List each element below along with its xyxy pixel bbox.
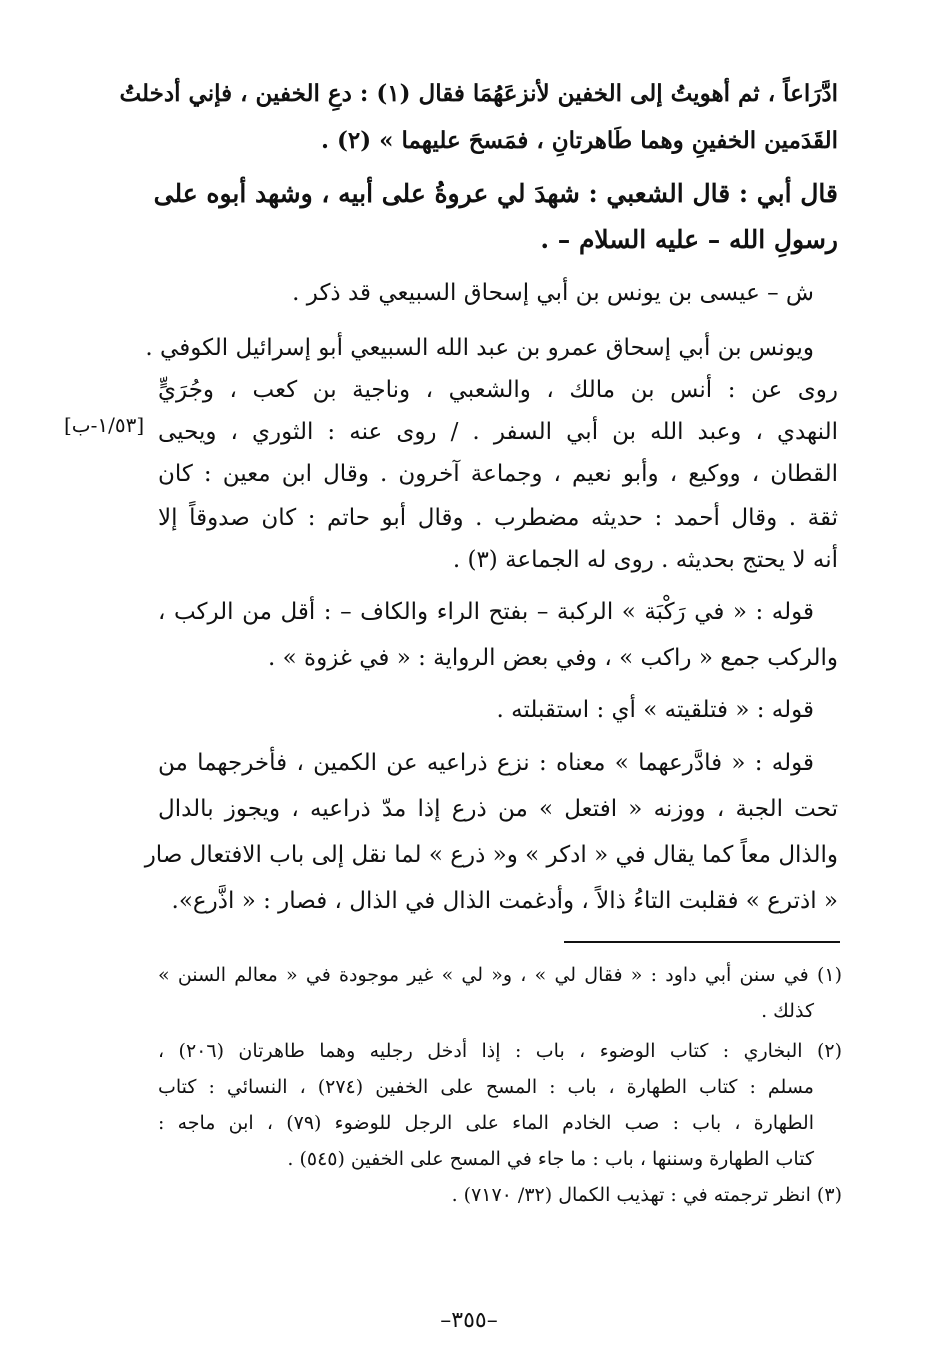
text-line-18: « اذترع » فقلبت التاءُ ذالاً ، وأدغمت الذال في الذال ، فصار : « اذَّرع».	[171, 888, 838, 914]
text-line-5: ش – عيسى بن يونس بن أبي إسحاق السبيعي قد ذكر .	[292, 280, 814, 306]
text-line-9: القطان ، ووكيع ، وأبو نعيم ، وجماعة آخرون . وقال ابن معين : كان	[158, 461, 838, 487]
footnote-line-2: كذلك .	[761, 1000, 814, 1022]
text-line-16: تحت الجبة ، ووزنه « افتعل » من ذرع إذا مدّ ذراعيه ، ويجوز بالدال	[158, 796, 838, 822]
text-line-14: قوله : « فتلقيته » أي : استقبلته .	[496, 697, 814, 723]
text-line-1: ادَّرَاعاً ، ثم أهويتُ إلى الخفين لأنزعَهُمَا فقال (١) : دعِ الخفين ، فإني أدخلتُ	[119, 80, 838, 107]
footnote-line-5: الطهارة ، باب : صب الخادم الماء على الرجل للوضوء (٧٩) ، ابن ماجه :	[158, 1112, 814, 1134]
text-line-17: والذال معاً كما يقال في « ادكر » و« ذرع » لما نقل إلى باب الافتعال صار	[144, 842, 838, 868]
footnote-line-1: (١) في سنن أبي داود : « فقال لي » ، و« لي » غير موجودة في « معالم السنن »	[158, 964, 842, 986]
footnote-separator	[564, 941, 840, 943]
footnote-line-6: كتاب الطهارة وسننها ، باب : ما جاء في المسح على الخفين (٥٤٥) .	[287, 1148, 814, 1170]
footnote-line-3: (٢) البخاري : كتاب الوضوء ، باب : إذا أدخل رجليه وهما طاهرتان (٢٠٦) ،	[158, 1040, 842, 1062]
text-line-8: النهدي ، وعبد الله بن أبي السفر . / روى عنه : الثوري ، ويحيى	[158, 419, 838, 445]
text-line-3: قال أبي : قال الشعبي : شهدَ لي عروةُ على أبيه ، وشهد أبوه على	[153, 179, 838, 208]
marginal-folio-note: [١/٥٣-ب]	[64, 413, 145, 437]
page-number: –٣٥٥–	[440, 1308, 498, 1333]
text-line-4: رسولِ الله – عليه السلام – .	[540, 225, 838, 254]
footnote-line-7: (٣) انظر ترجمته في : تهذيب الكمال (٣٢/ ٧١٧٠) .	[451, 1184, 842, 1206]
text-line-10: ثقة . وقال أحمد : حديثه مضطرب . وقال أبو حاتم : كان صدوقاً إلا	[158, 505, 838, 531]
text-line-2: القَدَمين الخفينِ وهما طَاهرتانِ ، فمَسحَ عليهما » (٢) .	[320, 127, 838, 154]
text-line-12: قوله : « في رَكْبَة » الركبة – بفتح الراء والكاف – : أقل من الركب ،	[158, 599, 814, 625]
text-line-15: قوله : « فادَّرعهما » معناه : نزع ذراعيه عن الكمين ، فأخرجهما من	[158, 750, 814, 776]
text-line-6: ويونس بن أبي إسحاق عمرو بن عبد الله السبيعي أبو إسرائيل الكوفي .	[145, 335, 814, 361]
text-line-11: أنه لا يحتج بحديثه . روى له الجماعة (٣) .	[452, 547, 838, 573]
footnote-line-4: مسلم : كتاب الطهارة ، باب : المسح على الخفين (٢٧٤) ، النسائي : كتاب	[158, 1076, 814, 1098]
text-line-7: روى عن : أنس بن مالك ، والشعبي ، وناجية بن كعب ، وجُرَيٍّ	[158, 377, 838, 403]
text-line-13: والركب جمع « راكب » ، وفي بعض الرواية : « في غزوة » .	[268, 645, 838, 671]
